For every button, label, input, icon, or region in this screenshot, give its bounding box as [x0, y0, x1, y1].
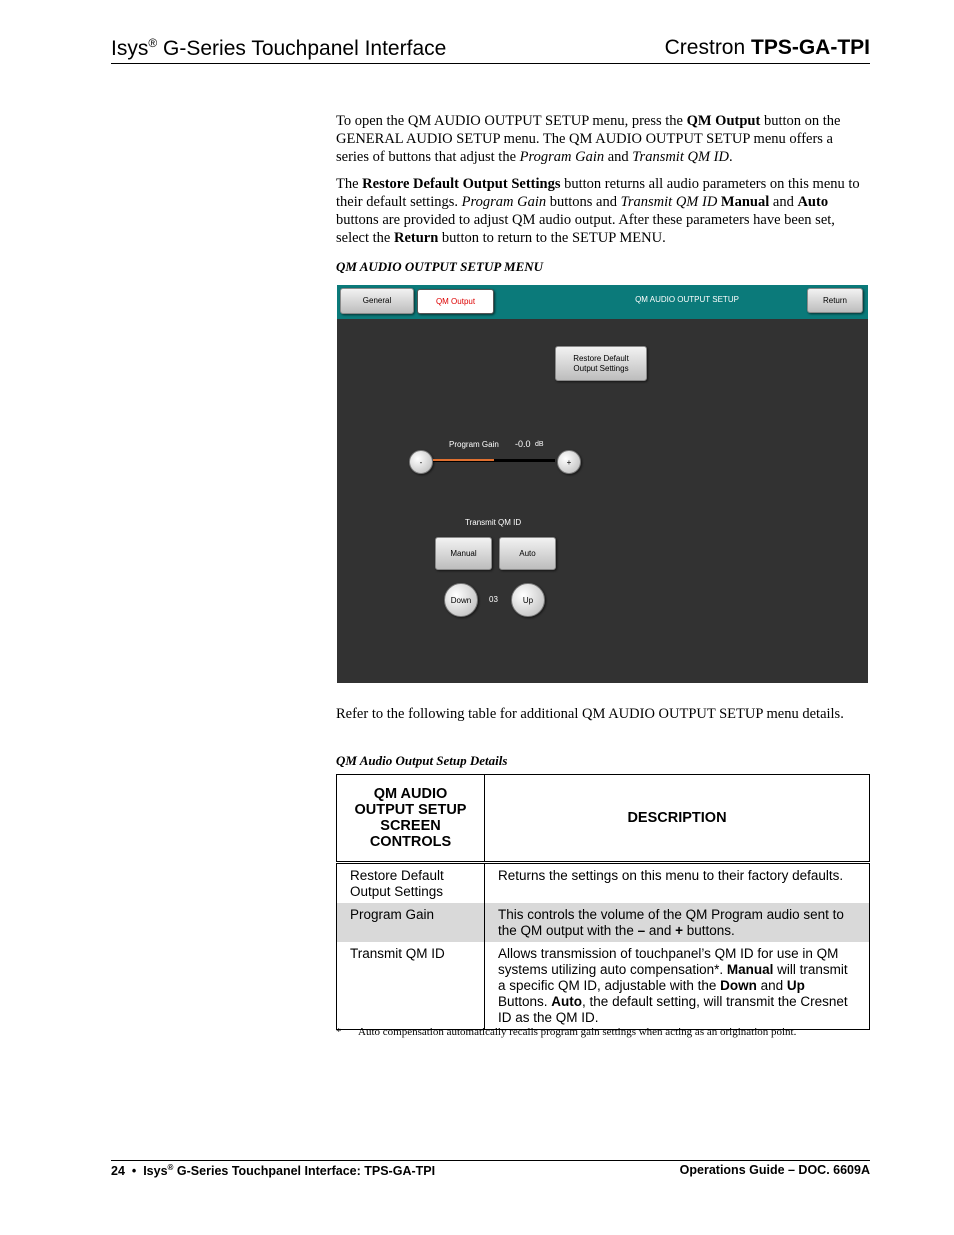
- details-table: [336, 774, 870, 1030]
- qm-output-button[interactable]: QM Output: [417, 289, 494, 314]
- general-button[interactable]: General: [340, 288, 414, 314]
- control-name: Program Gain: [337, 903, 485, 942]
- header-product: Crestron TPS-GA-TPI: [664, 36, 870, 59]
- table-header-row: [337, 775, 870, 863]
- intro-paragraph: To open the QM AUDIO OUTPUT SETUP menu, press the QM Output button on the GENERAL AUDIO SETUP menu. The QM AUDIO OUTPUT SETUP menu offers a series of buttons that adjust the Program Gain and Transmit QM ID.: [336, 113, 841, 165]
- column-header-description: DESCRIPTION: [485, 775, 870, 863]
- footer-right: Operations Guide – DOC. 6609A: [679, 1163, 870, 1177]
- control-description: Returns the settings on this menu to their factory defaults.: [485, 863, 870, 904]
- footer-rule: [111, 1160, 870, 1161]
- table-row: [337, 863, 870, 904]
- gain-minus-button[interactable]: -: [409, 450, 433, 474]
- figure-caption: QM AUDIO OUTPUT SETUP MENU: [336, 259, 544, 274]
- control-name: Transmit QM ID: [337, 942, 485, 1030]
- gain-value: -0.0: [515, 439, 531, 449]
- control-description: This controls the volume of the QM Program audio sent to the QM output with the – and + buttons.: [485, 903, 870, 942]
- table-intro-paragraph: Refer to the following table for additional QM AUDIO OUTPUT SETUP menu details.: [336, 706, 844, 722]
- down-button[interactable]: Down: [444, 583, 478, 617]
- return-button[interactable]: Return: [807, 288, 863, 313]
- touchpanel-screenshot: [337, 285, 868, 683]
- up-button[interactable]: Up: [511, 583, 545, 617]
- restore-default-button[interactable]: Restore Default Output Settings: [555, 346, 647, 381]
- gain-plus-button[interactable]: +: [557, 450, 581, 474]
- auto-button[interactable]: Auto: [499, 537, 556, 570]
- qm-id-value: 03: [489, 595, 498, 604]
- control-name: Restore Default Output Settings: [337, 863, 485, 904]
- transmit-qm-id-label: Transmit QM ID: [465, 518, 522, 527]
- table-caption: QM Audio Output Setup Details: [336, 753, 508, 768]
- header-title: Isys® G-Series Touchpanel Interface: [111, 36, 447, 60]
- table-row: [337, 903, 870, 942]
- header-rule: [111, 63, 870, 64]
- column-header-controls: QM AUDIO OUTPUT SETUP SCREEN CONTROLS: [337, 775, 485, 863]
- program-gain-label: Program Gain: [449, 440, 499, 449]
- panel-title: QM AUDIO OUTPUT SETUP: [635, 295, 739, 304]
- manual-button[interactable]: Manual: [435, 537, 492, 570]
- gain-unit: dB: [535, 441, 544, 448]
- restore-paragraph: The Restore Default Output Settings button returns all audio parameters on this menu to their default settings. Program Gain buttons and Transmit QM ID Manual and Auto buttons are provided to adjust QM audio output. After these parameters have been set, select the Return button to return to the SETUP MENU.: [336, 176, 860, 246]
- footer-left: 24 • Isys® G-Series Touchpanel Interface: TPS-GA-TPI: [111, 1163, 436, 1179]
- control-description: Allows transmission of touchpanel’s QM ID for use in QM systems utilizing auto compensation*. Manual will transmit a specific QM ID, adjustable with the Down and Up Buttons. Auto, the default setting, will transmit the Cresnet ID as the QM ID.: [485, 942, 870, 1030]
- gain-bar-fill: [433, 459, 494, 461]
- footnote: * Auto compensation automatically recalls program gain settings when acting as an origination point.: [336, 1026, 797, 1038]
- table-row: [337, 942, 870, 1030]
